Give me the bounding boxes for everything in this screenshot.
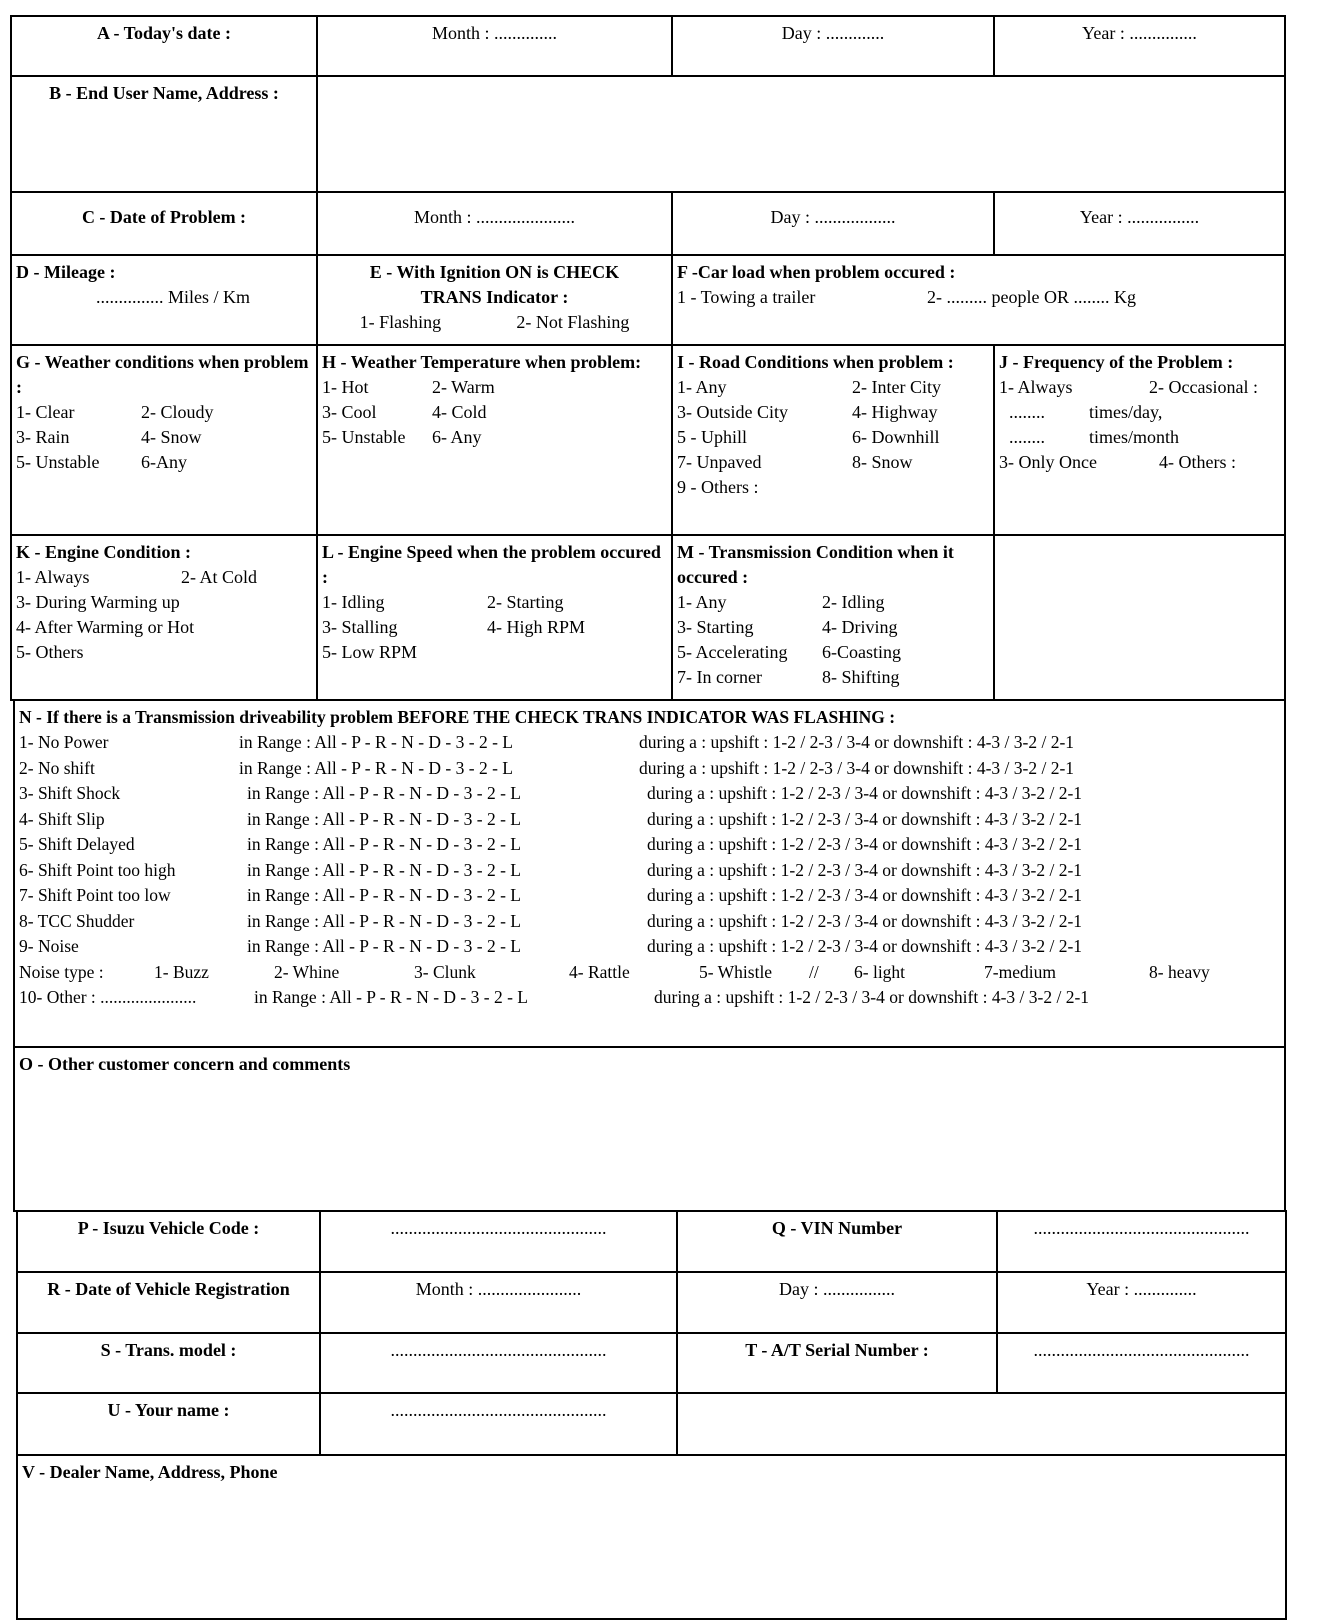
problem-row: [19, 858, 1280, 884]
engine-condition-option[interactable]: 2- At Cold: [181, 567, 258, 587]
noise-option[interactable]: 1- Buzz: [154, 961, 209, 982]
engine-condition-option[interactable]: 4- After Warming or Hot: [16, 617, 195, 637]
range-options[interactable]: in Range : All - P - R - N - D - 3 - 2 - L: [247, 885, 521, 905]
problem-type[interactable]: 6- Shift Point too high: [19, 859, 176, 880]
temperature-option[interactable]: 2- Warm: [432, 377, 495, 397]
transmission-condition-cell: [671, 534, 995, 701]
option-towing[interactable]: 1 - Towing a trailer: [677, 287, 816, 307]
trans-model-label: S - Trans. model :: [16, 1332, 321, 1394]
road-option[interactable]: 8- Snow: [852, 452, 913, 472]
check-trans-label-1: E - With Ignition ON is CHECK: [369, 262, 620, 282]
problem-type[interactable]: 3- Shift Shock: [19, 783, 121, 803]
vin-label: Q - VIN Number: [676, 1210, 998, 1273]
engine-speed-option[interactable]: 4- High RPM: [487, 617, 586, 637]
engine-condition-cell: [10, 534, 318, 701]
transmission-option[interactable]: 6-Coasting: [822, 642, 901, 662]
driveability-section: [13, 699, 1286, 1048]
engine-condition-option[interactable]: 5- Others: [16, 642, 84, 662]
noise-option[interactable]: 2- Whine: [274, 961, 340, 982]
problem-row: [19, 909, 1280, 935]
temperature-option[interactable]: 5- Unstable: [322, 427, 406, 447]
serial-number-field[interactable]: ................................................: [996, 1332, 1287, 1394]
frequency-cell: [993, 344, 1286, 536]
noise-option[interactable]: 7-medium: [984, 961, 1056, 982]
road-label: I - Road Conditions when problem :: [677, 352, 954, 372]
problem-row: [19, 730, 1280, 756]
per-day-blank[interactable]: ........: [1009, 402, 1045, 422]
option-people-kg[interactable]: 2- ......... people OR ........ Kg: [927, 287, 1136, 307]
shift-options[interactable]: during a : upshift : 1-2 / 2-3 / 3-4 or downshift : 4-3 / 3-2 / 2-1: [647, 783, 1083, 803]
transmission-option[interactable]: 7- In corner: [677, 667, 762, 687]
transmission-option[interactable]: 4- Driving: [822, 617, 898, 637]
frequency-option[interactable]: 4- Others :: [1159, 452, 1236, 472]
option-flashing[interactable]: 1- Flashing: [359, 312, 442, 332]
engine-condition-option[interactable]: 1- Always: [16, 567, 90, 587]
problem-type[interactable]: 5- Shift Delayed: [19, 834, 135, 854]
option-not-flashing[interactable]: 2- Not Flashing: [516, 312, 630, 332]
shift-options[interactable]: during a : upshift : 1-2 / 2-3 / 3-4 or downshift : 4-3 / 3-2 / 2-1: [639, 732, 1075, 752]
problem-year-field[interactable]: Year : ................: [993, 191, 1286, 256]
weather-option[interactable]: 4- Snow: [141, 427, 202, 447]
engine-speed-option[interactable]: 5- Low RPM: [322, 642, 418, 662]
problem-type[interactable]: 7- Shift Point too low: [19, 885, 171, 905]
empty-cell: [993, 534, 1286, 701]
car-load-label: F -Car load when problem occured :: [677, 262, 956, 282]
weather-option[interactable]: 6-Any: [141, 452, 187, 472]
shift-options[interactable]: during a : upshift : 1-2 / 2-3 / 3-4 or downshift : 4-3 / 3-2 / 2-1: [647, 808, 1083, 829]
shift-options[interactable]: during a : upshift : 1-2 / 2-3 / 3-4 or downshift : 4-3 / 3-2 / 2-1: [654, 987, 1090, 1007]
problem-type[interactable]: 1- No Power: [19, 732, 109, 752]
driveability-label: N - If there is a Transmission driveability problem BEFORE THE CHECK TRANS INDICATOR WAS FLASHING :: [19, 707, 896, 727]
problem-month-field[interactable]: Month : ......................: [316, 191, 673, 256]
road-option[interactable]: 2- Inter City: [852, 377, 941, 397]
road-option[interactable]: 9 - Others :: [677, 477, 759, 497]
road-option[interactable]: 3- Outside City: [677, 402, 788, 422]
temperature-option[interactable]: 1- Hot: [322, 377, 369, 397]
today-date-label: A - Today's date :: [10, 15, 318, 77]
today-year-field[interactable]: Year : ...............: [993, 15, 1286, 77]
transmission-option[interactable]: 8- Shifting: [822, 667, 900, 687]
engine-speed-option[interactable]: 2- Starting: [487, 592, 564, 612]
check-trans-cell: [316, 254, 673, 346]
serial-number-label: T - A/T Serial Number :: [676, 1332, 998, 1394]
temperature-cell: [316, 344, 673, 536]
registration-year-field[interactable]: Year : ..............: [996, 1271, 1287, 1334]
temperature-option[interactable]: 3- Cool: [322, 402, 377, 422]
road-option[interactable]: 7- Unpaved: [677, 452, 762, 472]
engine-speed-label: L - Engine Speed when the problem occured :: [322, 542, 661, 587]
problem-row: [19, 934, 1280, 960]
problem-type[interactable]: 8- TCC Shudder: [19, 910, 135, 931]
road-option[interactable]: 6- Downhill: [852, 427, 940, 447]
noise-option[interactable]: 5- Whistle: [699, 961, 773, 982]
check-trans-label-2: TRANS Indicator :: [420, 287, 569, 307]
mileage-value: ............... Miles / Km: [96, 287, 251, 307]
noise-option[interactable]: 3- Clunk: [414, 961, 476, 982]
road-option[interactable]: 1- Any: [677, 377, 727, 397]
temperature-option[interactable]: 6- Any: [432, 427, 482, 447]
range-options[interactable]: in Range : All - P - R - N - D - 3 - 2 - L: [239, 757, 513, 778]
range-options[interactable]: in Range : All - P - R - N - D - 3 - 2 - L: [247, 910, 521, 931]
shift-options[interactable]: during a : upshift : 1-2 / 2-3 / 3-4 or downshift : 4-3 / 3-2 / 2-1: [639, 757, 1075, 778]
mileage-label: D - Mileage :: [16, 262, 116, 282]
registration-day-field[interactable]: Day : ................: [676, 1271, 998, 1334]
comments-section[interactable]: [13, 1046, 1286, 1212]
transmission-condition-label: M - Transmission Condition when it occured :: [677, 542, 954, 587]
engine-speed-option[interactable]: 1- Idling: [322, 592, 385, 612]
problem-type[interactable]: 4- Shift Slip: [19, 808, 105, 829]
shift-options[interactable]: during a : upshift : 1-2 / 2-3 / 3-4 or downshift : 4-3 / 3-2 / 2-1: [647, 859, 1083, 880]
weather-option[interactable]: 1- Clear: [16, 402, 75, 422]
end-user-field[interactable]: [316, 75, 1286, 193]
transmission-option[interactable]: 5- Accelerating: [677, 642, 788, 662]
road-option[interactable]: 4- Highway: [852, 402, 938, 422]
today-day-field[interactable]: Day : .............: [671, 15, 995, 77]
weather-option[interactable]: 2- Cloudy: [141, 402, 214, 422]
per-day-label: times/day,: [1089, 402, 1163, 422]
registration-date-label: R - Date of Vehicle Registration: [16, 1271, 321, 1334]
transmission-option[interactable]: 1- Any: [677, 592, 727, 612]
engine-speed-option[interactable]: 3- Stalling: [322, 617, 398, 637]
problem-type[interactable]: 2- No shift: [19, 757, 95, 778]
range-options[interactable]: in Range : All - P - R - N - D - 3 - 2 - L: [247, 783, 521, 803]
other-problem-field[interactable]: 10- Other : ......................: [19, 987, 197, 1007]
registration-month-field[interactable]: Month : .......................: [319, 1271, 678, 1334]
weather-label: G - Weather conditions when problem :: [16, 352, 309, 397]
range-options[interactable]: in Range : All - P - R - N - D - 3 - 2 - L: [254, 987, 528, 1007]
problem-day-field[interactable]: Day : ..................: [671, 191, 995, 256]
range-options[interactable]: in Range : All - P - R - N - D - 3 - 2 - L: [247, 808, 521, 829]
dealer-label: V - Dealer Name, Address, Phone: [22, 1462, 278, 1482]
frequency-option[interactable]: 1- Always: [999, 377, 1073, 397]
problem-row: [19, 781, 1280, 807]
vehicle-code-field[interactable]: ................................................: [319, 1210, 678, 1273]
mileage-cell[interactable]: [10, 254, 318, 346]
noise-type-label: Noise type :: [19, 961, 104, 982]
temperature-label: H - Weather Temperature when problem:: [322, 352, 642, 372]
your-name-field[interactable]: ................................................: [319, 1392, 678, 1456]
engine-speed-cell: [316, 534, 673, 701]
noise-option[interactable]: 4- Rattle: [569, 961, 630, 982]
problem-row: [19, 807, 1280, 833]
empty-cell: [676, 1392, 1287, 1456]
weather-cell: [10, 344, 318, 536]
your-name-label: U - Your name :: [16, 1392, 321, 1456]
end-user-label: B - End User Name, Address :: [10, 75, 318, 193]
range-options[interactable]: in Range : All - P - R - N - D - 3 - 2 - L: [247, 936, 521, 956]
weather-option[interactable]: 3- Rain: [16, 427, 70, 447]
per-month-blank[interactable]: ........: [1009, 427, 1045, 447]
range-options[interactable]: in Range : All - P - R - N - D - 3 - 2 - L: [247, 859, 521, 880]
problem-row-other: [19, 985, 1280, 1011]
engine-condition-option[interactable]: 3- During Warming up: [16, 592, 180, 612]
engine-condition-label: K - Engine Condition :: [16, 542, 192, 562]
problem-row: [19, 832, 1280, 858]
transmission-option[interactable]: 2- Idling: [822, 592, 885, 612]
frequency-label: J - Frequency of the Problem :: [999, 352, 1234, 372]
problem-row: [19, 756, 1280, 782]
range-options[interactable]: in Range : All - P - R - N - D - 3 - 2 - L: [239, 732, 513, 752]
shift-options[interactable]: during a : upshift : 1-2 / 2-3 / 3-4 or downshift : 4-3 / 3-2 / 2-1: [647, 936, 1083, 956]
frequency-option[interactable]: 3- Only Once: [999, 452, 1097, 472]
trans-model-field[interactable]: ................................................: [319, 1332, 678, 1394]
noise-type-row: [19, 960, 1280, 986]
noise-option[interactable]: 8- heavy: [1149, 961, 1210, 982]
temperature-option[interactable]: 4- Cold: [432, 402, 487, 422]
per-month-label: times/month: [1089, 427, 1179, 447]
car-load-cell: [671, 254, 1286, 346]
road-cell: [671, 344, 995, 536]
shift-options[interactable]: during a : upshift : 1-2 / 2-3 / 3-4 or downshift : 4-3 / 3-2 / 2-1: [647, 834, 1083, 854]
vin-field[interactable]: ................................................: [996, 1210, 1287, 1273]
problem-row: [19, 883, 1280, 909]
problem-type[interactable]: 9- Noise: [19, 936, 79, 956]
range-options[interactable]: in Range : All - P - R - N - D - 3 - 2 - L: [247, 834, 521, 854]
frequency-option[interactable]: 2- Occasional :: [1149, 377, 1258, 397]
shift-options[interactable]: during a : upshift : 1-2 / 2-3 / 3-4 or downshift : 4-3 / 3-2 / 2-1: [647, 885, 1083, 905]
weather-option[interactable]: 5- Unstable: [16, 452, 100, 472]
noise-option[interactable]: 6- light: [854, 961, 906, 982]
noise-separator: //: [809, 961, 819, 982]
road-option[interactable]: 5 - Uphill: [677, 427, 747, 447]
transmission-option[interactable]: 3- Starting: [677, 617, 754, 637]
dealer-section[interactable]: [16, 1454, 1287, 1620]
problem-date-label: C - Date of Problem :: [10, 191, 318, 256]
comments-label: O - Other customer concern and comments: [19, 1054, 351, 1074]
today-month-field[interactable]: Month : ..............: [316, 15, 673, 77]
vehicle-code-label: P - Isuzu Vehicle Code :: [16, 1210, 321, 1273]
shift-options[interactable]: during a : upshift : 1-2 / 2-3 / 3-4 or downshift : 4-3 / 3-2 / 2-1: [647, 910, 1083, 931]
